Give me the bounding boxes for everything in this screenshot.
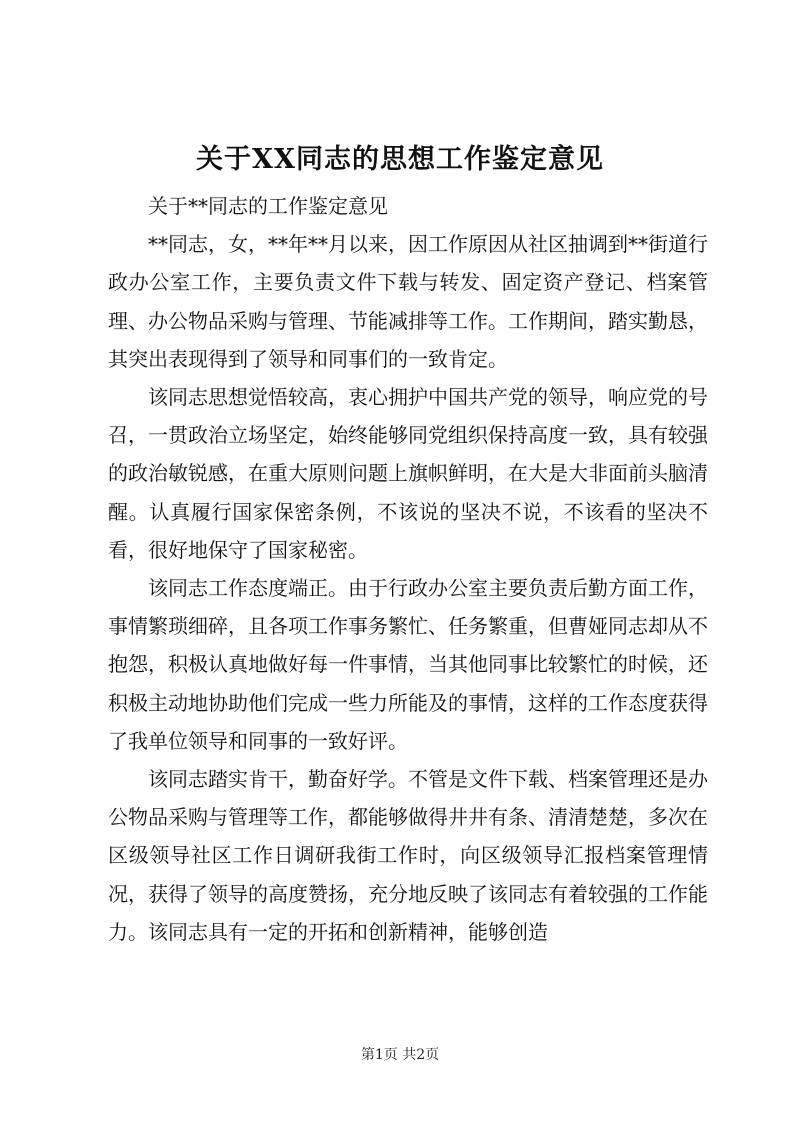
page-number: 第1页 共2页 <box>360 1047 440 1063</box>
document-body <box>108 187 708 951</box>
document-title: 关于XX同志的思想工作鉴定意见 <box>196 144 604 175</box>
body-paragraph: 该同志踏实肯干，勤奋好学。不管是文件下载、档案管理还是办公物品采购与管理等工作，都能够做得井井有条、清清楚楚，多次在区级领导社区工作日调研我街工作时，向区级领导汇报档案管理情况，获得了领导的高度赞扬，充分地反映了该同志有着较强的工作能力。该同志具有一定的开拓和创新精神，能够创造 <box>108 767 708 944</box>
body-paragraph: 该同志思想觉悟较高，衷心拥护中国共产党的领导，响应党的号召，一贯政治立场坚定，始终能够同党组织保持高度一致，具有较强的政治敏锐感，在重大原则问题上旗帜鲜明，在大是大非面前头脑清醒。认真履行国家保密条例，不该说的坚决不说，不该看的坚决不看，很好地保守了国家秘密。 <box>108 385 708 562</box>
subtitle-paragraph: 关于**同志的工作鉴定意见 <box>148 194 388 218</box>
body-paragraph: **同志，女，**年**月以来，因工作原因从社区抽调到**街道行政办公室工作，主要负责文件下载与转发、固定资产登记、档案管理、办公物品采购与管理、节能减排等工作。工作期间，踏实勤恳，其突出表现得到了领导和同事们的一致肯定。 <box>108 232 708 371</box>
body-paragraph: 该同志工作态度端正。由于行政办公室主要负责后勤方面工作，事情繁琐细碎，且各项工作事务繁忙、任务繁重，但曹娅同志却从不抱怨，积极认真地做好每一件事情，当其他同事比较繁忙的时候，还积极主动地协助他们完成一些力所能及的事情，这样的工作态度获得了我单位领导和同事的一致好评。 <box>108 576 708 753</box>
